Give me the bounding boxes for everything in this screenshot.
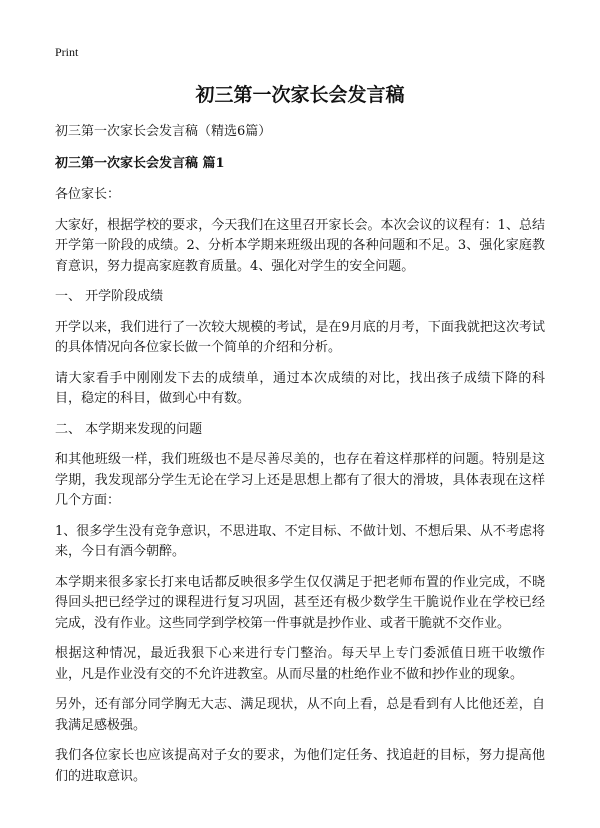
paragraph-complacency: 另外，还有部分同学胸无大志、满足现状，从不向上看，总是看到有人比他还差，自我满足感极强。 — [55, 697, 545, 733]
document-subtitle: 初三第一次家长会发言稿（精选6篇） — [55, 124, 272, 139]
paragraph-parents: 我们各位家长也应该提高对子女的要求，为他们定任务、找追赶的目标，努力提高他们的进取意识。 — [55, 748, 545, 784]
paragraph-homework: 本学期来很多家长打来电话都反映很多学生仅仅满足于把老师布置的作业完成，不晓得回头把已经学过的课程进行复习巩固，甚至还有极少数学生干脆说作业在学校已经完成，没有作业。这些同学到学校第一件事就是抄作业、或者干脆就不交作业。 — [55, 574, 545, 631]
paragraph-exam: 开学以来，我们进行了一次较大规模的考试，是在9月底的月考，下面我就把这次考试的具体情况向各位家长做一个简单的介绍和分析。 — [55, 319, 545, 355]
paragraph-heading-1: 一、 开学阶段成绩 — [55, 289, 164, 304]
document-title: 初三第一次家长会发言稿 — [195, 84, 405, 106]
paragraph-intro: 大家好，根据学校的要求，今天我们在这里召开家长会。本次会议的议程有：1、总结开学第一阶段的成绩。2、分析本学期来班级出现的各种问题和不足。3、强化家庭教育意识，努力提高家庭教育质量。4、强化对学生的安全问题。 — [55, 217, 545, 274]
paragraph-heading-2: 二、 本学期来发现的问题 — [55, 421, 203, 437]
section-heading: 初三第一次家长会发言稿 篇1 — [55, 156, 225, 171]
print-label[interactable]: Print — [55, 45, 79, 59]
paragraph-point-1: 1、很多学生没有竞争意识，不思进取、不定目标、不做计划、不想后果、从不考虑将来，今日有酒今朝醉。 — [55, 523, 545, 559]
paragraph-report-card: 请大家看手中刚刚发下去的成绩单，通过本次成绩的对比，找出孩子成绩下降的科目，稳定的科目，做到心中有数。 — [55, 370, 545, 406]
paragraph-greeting: 各位家长： — [55, 187, 121, 202]
paragraph-measures: 根据这种情况，最近我狠下心来进行专门整治。每天早上专门委派值日班干收缴作业，凡是作业没有交的不允许进教室。从而尽量的杜绝作业不做和抄作业的现象。 — [55, 646, 545, 682]
paragraph-problems: 和其他班级一样，我们班级也不是尽善尽美的，也存在着这样那样的问题。特别是这学期，我发现部分学生无论在学习上还是思想上都有了很大的滑坡，具体表现在这样几个方面： — [55, 452, 545, 508]
